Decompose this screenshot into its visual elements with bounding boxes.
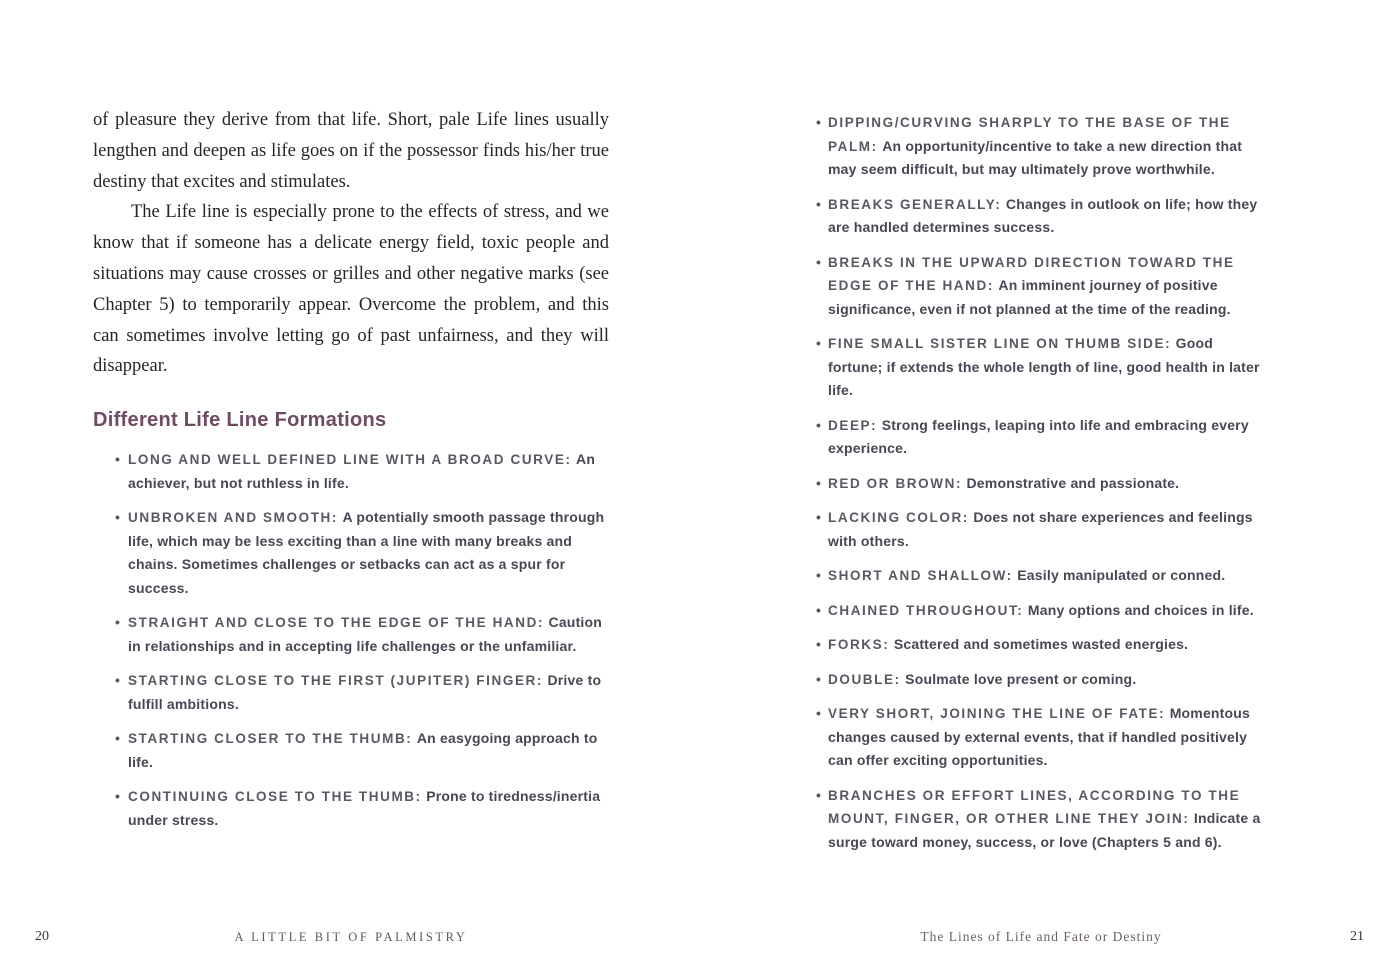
list-item: [828, 111, 1267, 182]
list-item: [828, 332, 1267, 403]
list-item: [128, 448, 609, 495]
bullet-desc: Changes in outlook on life; how they are handled determines success.: [828, 195, 1258, 235]
bullet-desc: Scattered and sometimes wasted energies.: [893, 636, 1189, 652]
bullet-term: DOUBLE:: [828, 671, 901, 687]
running-title-chapter: The Lines of Life and Fate or Destiny: [920, 929, 1162, 944]
bullet-term: DIPPING/CURVING SHARPLY TO THE BASE OF THE PALM:: [828, 115, 1231, 154]
bullet-term: STARTING CLOSER TO THE THUMB:: [128, 731, 413, 747]
bullet-desc: A potentially smooth passage through life, which may be less exciting than a line with many breaks and chains. Sometimes challenges or setbacks can act as a spur for success.: [128, 509, 605, 596]
bullet-desc: Prone to tiredness/inertia under stress.: [128, 788, 601, 828]
bullet-desc: Indicate a surge toward money, success, or love (Chapters 5 and 6).: [828, 810, 1261, 850]
bullet-term: BRANCHES OR EFFORT LINES, ACCORDING TO THE MOUNT, FINGER, OR OTHER LINE THEY JOIN:: [828, 787, 1241, 826]
bullet-desc: An opportunity/incentive to take a new direction that may seem difficult, but may ultimately prove worthwhile.: [828, 137, 1243, 177]
page-number-left: 20: [35, 929, 49, 944]
bullet-term: STARTING CLOSE TO THE FIRST (JUPITER) FINGER:: [128, 673, 544, 689]
bullet-term: BREAKS IN THE UPWARD DIRECTION TOWARD THE EDGE OF THE HAND:: [828, 254, 1235, 293]
list-item: [828, 564, 1267, 588]
bullet-term: LONG AND WELL DEFINED LINE WITH A BROAD CURVE:: [128, 452, 572, 468]
paragraph: of pleasure they derive from that life. Short, pale Life lines usually lengthen and deepen as life goes on if the possessor finds his/her true destiny that excites and stimulates.: [93, 110, 609, 192]
bullet-desc: Drive to fulfill ambitions.: [128, 672, 602, 712]
bullet-term: CONTINUING CLOSE TO THE THUMB:: [128, 789, 422, 805]
bullet-list-right: [815, 111, 1267, 854]
bullet-list-left: [93, 448, 609, 832]
page-number-right: 21: [1350, 929, 1364, 944]
running-title-book: A LITTLE BIT OF PALMISTRY: [234, 930, 468, 944]
list-item: [128, 611, 609, 658]
bullet-term: FORKS:: [828, 637, 890, 652]
bullet-desc: An imminent journey of positive significance, even if not planned at the time of the reading.: [828, 277, 1231, 317]
list-item: [828, 414, 1267, 461]
list-item: [828, 702, 1267, 773]
bullet-desc: Strong feelings, leaping into life and embracing every experience.: [828, 416, 1249, 456]
bullet-desc: Momentous changes caused by external events, that if handled positively can offer exciting opportunities.: [828, 705, 1251, 768]
bullet-desc: Easily manipulated or conned.: [1017, 567, 1226, 583]
bullet-term: DEEP:: [828, 417, 878, 433]
bullet-desc: Caution in relationships and in accepting life challenges or the unfamiliar.: [128, 614, 603, 654]
list-item: [828, 599, 1267, 623]
bullet-desc: Many options and choices in life.: [1027, 601, 1254, 618]
bullet-term: BREAKS GENERALLY:: [828, 196, 1002, 212]
bullet-term: CHAINED THROUGHOUT:: [828, 602, 1024, 618]
bullet-desc: Soulmate love present or coming.: [905, 670, 1137, 687]
bullet-desc: Demonstrative and passionate.: [966, 474, 1180, 491]
bullet-term: STRAIGHT AND CLOSE TO THE EDGE OF THE HAND:: [128, 615, 545, 631]
bullet-term: VERY SHORT, JOINING THE LINE OF FATE:: [828, 706, 1166, 721]
list-item: [828, 472, 1267, 496]
list-item: [828, 668, 1267, 692]
bullet-desc: Good fortune; if extends the whole length of line, good health in later life.: [828, 335, 1260, 398]
list-item: [828, 633, 1267, 657]
paragraph: The Life line is especially prone to the effects of stress, and we know that if someone has a delicate energy field, toxic people and situations may cause crosses or grilles and other negative marks (see Chapter 5) to temporarily appear. Overcome the problem, and this can sometimes involve letting go of past unfairness, and they will disappear.: [93, 202, 609, 377]
bullet-term: FINE SMALL SISTER LINE ON THUMB SIDE:: [828, 336, 1172, 351]
page-left: [93, 105, 609, 843]
bullet-term: UNBROKEN AND SMOOTH:: [128, 510, 338, 526]
list-item: [828, 784, 1267, 855]
list-item: [128, 669, 609, 716]
body-text: [93, 105, 609, 382]
bullet-desc: Does not share experiences and feelings with others.: [828, 509, 1253, 549]
list-item: [128, 727, 609, 774]
list-item: [828, 193, 1267, 240]
bullet-term: SHORT AND SHALLOW:: [828, 568, 1013, 583]
bullet-term: LACKING COLOR:: [828, 510, 969, 525]
bullet-desc: An easygoing approach to life.: [128, 730, 598, 770]
list-item: [128, 785, 609, 832]
section-heading: Different Life Line Formations: [93, 409, 387, 432]
list-item: [128, 506, 609, 600]
bullet-desc: An achiever, but not ruthless in life.: [128, 451, 596, 491]
bullet-term: RED OR BROWN:: [828, 475, 963, 491]
page-right: [815, 111, 1267, 865]
list-item: [828, 251, 1267, 322]
list-item: [828, 506, 1267, 553]
